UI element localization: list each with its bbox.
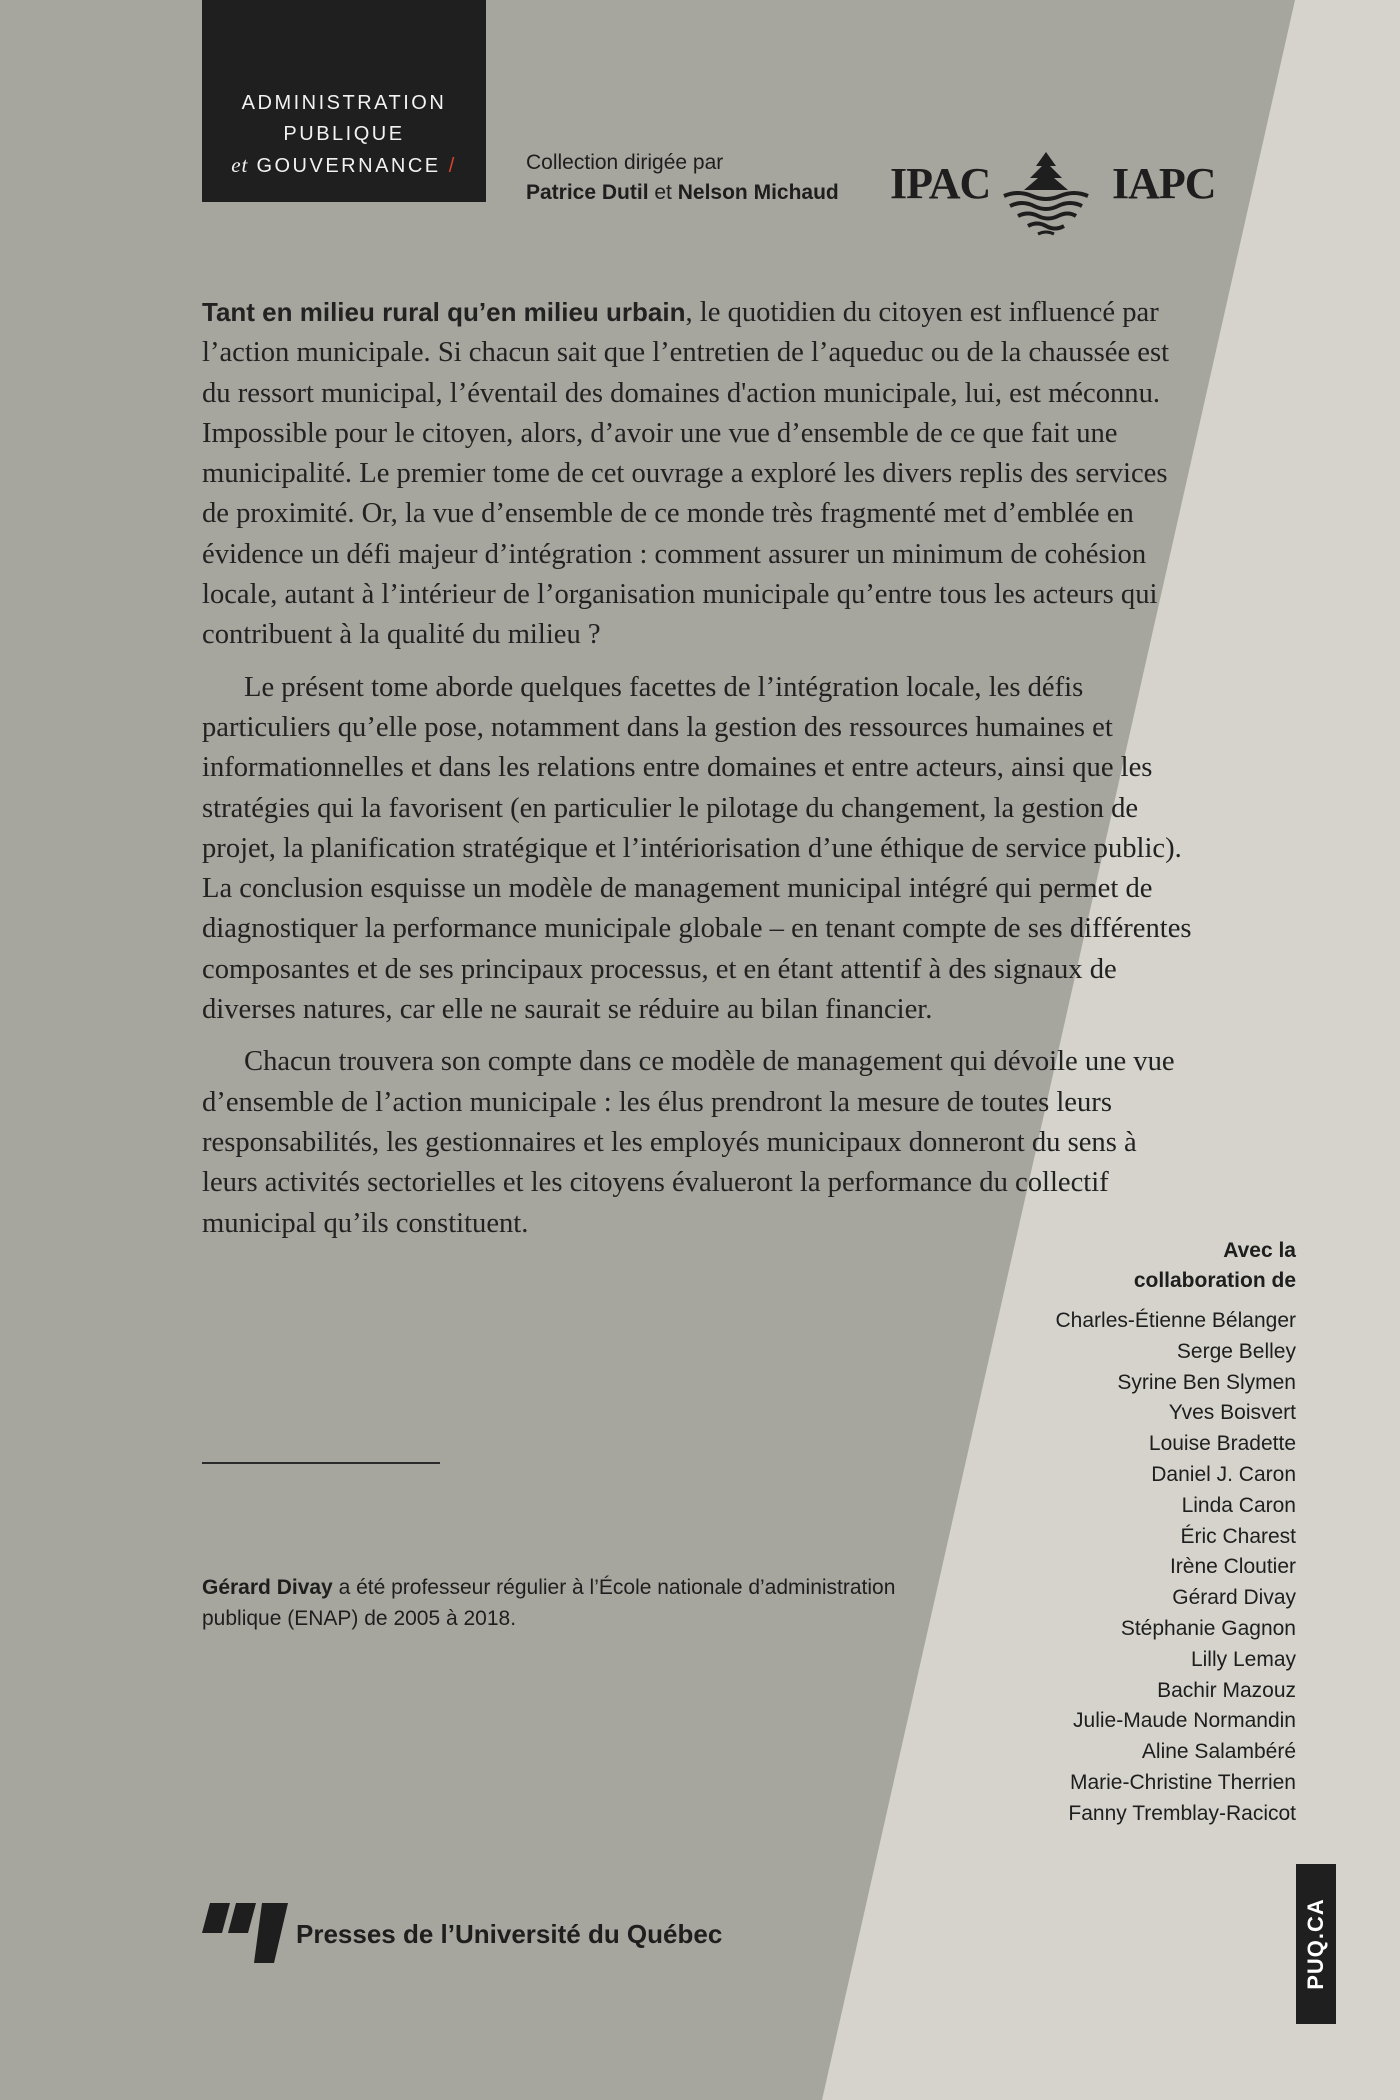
collection-prefix: Collection dirigée par bbox=[526, 151, 724, 174]
collaborator-name: Bachir Mazouz bbox=[1157, 1678, 1296, 1702]
collaborator-name: Éric Charest bbox=[1180, 1524, 1296, 1548]
publisher-name: Presses de l’Université du Québec bbox=[296, 1919, 723, 1949]
collaborator-name: Aline Salambéré bbox=[1141, 1740, 1296, 1764]
collaborator-name: Serge Belley bbox=[1176, 1339, 1296, 1363]
collab-heading-1: Avec la bbox=[1223, 1239, 1296, 1262]
blurb-paragraph-2: Le présent tome aborde quelques facettes de l’intégration locale, les défis particuliers qu’elle pose, notamment dans la gestion des ressources humaines et informationnelles et dans les relations entre domaines et entre acteurs, ainsi que les stratégies qui la favorisent (en particulier le pilotage du changement, la gestion de projet, la planification stratégique et l’intériorisation d’une éthique de service public). La conclusion esquisse un modèle de management municipal intégré qui permet de diagnostiquer la performance municipale globale – en tenant compte de ses différentes composantes et de ses principaux processus, et en étant attentif à des signaux de diverses natures, car elle ne saurait se réduire au bilan financier. bbox=[202, 671, 1192, 1026]
puq-badge-text: PUQ.CA bbox=[1303, 1898, 1328, 1990]
puq-badge bbox=[1296, 1864, 1336, 2024]
editor-conj: et bbox=[648, 181, 678, 204]
author-bio-text: a été professeur régulier à l’École nationale d’administration publique (ENAP) de 2005 à 2018. bbox=[202, 1576, 896, 1630]
series-gouvernance: GOUVERNANCE bbox=[248, 155, 441, 177]
editor-1: Patrice Dutil bbox=[526, 181, 649, 204]
iapc-logo-text: IAPC bbox=[1112, 159, 1216, 208]
collaborator-name: Gérard Divay bbox=[1172, 1586, 1296, 1610]
collaborator-name: Julie-Maude Normandin bbox=[1073, 1709, 1296, 1733]
back-cover-blurb bbox=[202, 292, 1192, 1256]
collaborator-name: Fanny Tremblay-Racicot bbox=[1068, 1801, 1296, 1825]
collection-editors bbox=[526, 178, 839, 208]
blurb-p1-rest: , le quotidien du citoyen est influencé par l’action municipale. Si chacun sait que l’entretien de l’aqueduc ou de la chaussée est du ressort municipal, l’éventail des domaines d'action municipale, lui, est méconnu. Impossible pour le citoyen, alors, d’avoir une vue d’ensemble de ce que fait une municipalité. Le premier tome de cet ouvrage a exploré les divers replis des services de proximité. Or, la vue d’ensemble de ce monde très fragmenté met d’emblée en évidence un défi majeur d’intégration : comment assurer un minimum de cohésion locale, autant à l’intérieur de l’organisation municipale qu’entre tous les acteurs qui contribuent à la qualité du milieu ? bbox=[202, 297, 1170, 651]
collaborators-list bbox=[1056, 1236, 1296, 1830]
collaborator-name: Stéphanie Gagnon bbox=[1120, 1616, 1296, 1640]
ipac-emblem-icon bbox=[998, 150, 1094, 236]
author-bio bbox=[202, 1572, 962, 1634]
blurb-lead: Tant en milieu rural qu’en milieu urbain bbox=[202, 297, 686, 327]
collaborator-name: Syrine Ben Slymen bbox=[1117, 1370, 1296, 1394]
collab-heading-2: collaboration de bbox=[1133, 1269, 1296, 1292]
editor-2: Nelson Michaud bbox=[677, 181, 839, 204]
collection-credit bbox=[526, 148, 839, 208]
series-line-3 bbox=[202, 150, 486, 182]
series-line-2: PUBLIQUE bbox=[283, 123, 405, 145]
series-title-box bbox=[202, 0, 486, 202]
divider-rule bbox=[202, 1462, 440, 1464]
collaborator-name: Louise Bradette bbox=[1148, 1432, 1296, 1456]
collaborator-name: Irène Cloutier bbox=[1169, 1555, 1296, 1579]
ipac-logo-text: IPAC bbox=[890, 159, 991, 208]
collaborator-name: Lilly Lemay bbox=[1190, 1647, 1296, 1671]
series-et: et bbox=[231, 153, 249, 177]
collaborators-heading bbox=[1056, 1236, 1296, 1296]
puq-logo-icon bbox=[202, 1903, 288, 1963]
series-line-1: ADMINISTRATION bbox=[241, 92, 447, 114]
collaborator-name: Linda Caron bbox=[1181, 1493, 1296, 1517]
series-slash: / bbox=[448, 155, 457, 177]
collaborator-name: Charles-Étienne Bélanger bbox=[1055, 1309, 1296, 1332]
collaborator-name: Yves Boisvert bbox=[1168, 1401, 1296, 1425]
author-name: Gérard Divay bbox=[202, 1576, 333, 1599]
collaborator-name: Marie-Christine Therrien bbox=[1069, 1770, 1296, 1794]
blurb-paragraph-1 bbox=[202, 292, 1192, 656]
collaborator-name: Daniel J. Caron bbox=[1151, 1462, 1296, 1486]
blurb-paragraph-3: Chacun trouvera son compte dans ce modèle de management qui dévoile une vue d’ensemble de l’action municipale : les élus prendront la mesure de toutes leurs responsabilités, les gestionnaires et les employés municipaux donneront du sens à leurs activités sectorielles et les citoyens évalueront la performance du collectif municipal qu’ils constituent. bbox=[202, 1046, 1175, 1239]
